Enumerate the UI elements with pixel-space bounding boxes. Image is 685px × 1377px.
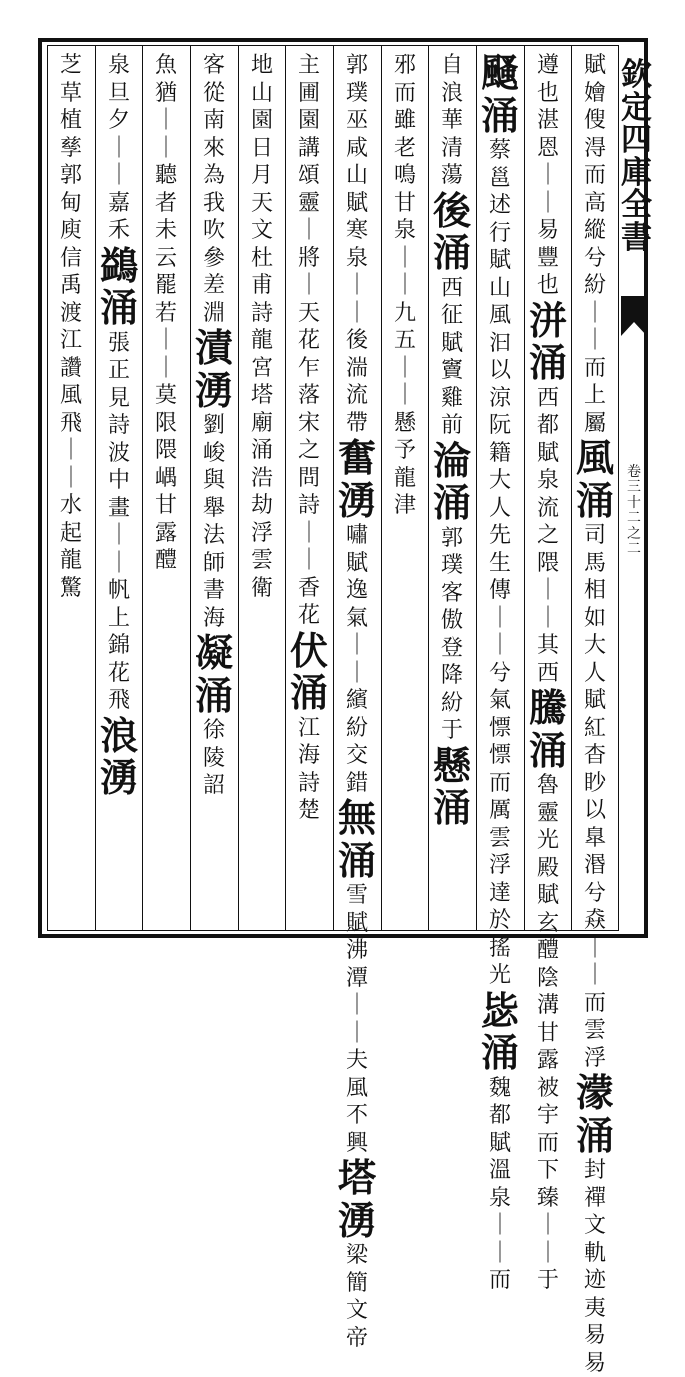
entry-text: 客 從 南 來 為 我 吹 參 差 淵 [202,53,225,326]
entry-text: 地 山 園 日 月 天 文 杜 甫 詩 龍 宮 塔 廟 涌 浩 劫 浮 雲 衛 [250,53,273,601]
entry-text: ｜ ｜ 夫 風 不 興 [345,993,368,1156]
entry-text: 張 正 見 詩 波 中 畫 [107,330,130,521]
entry-text: 嘯 賦 逸 氣 [345,523,368,631]
entry-text: 郭 璞 客 傲 登 降 紛 于 [440,525,463,744]
column-rule [524,45,525,931]
entry-text: 司 馬 相 如 大 人 賦 紅 杳 眇 以 臯 湣 兮 猋 [583,523,606,934]
entry-text: 邪 而 雖 老 [393,53,416,161]
entry-headword: 浪 湧 [99,712,138,801]
entry-text: 賦 嬒 傁 淂 而 高 縱 兮 紛 [583,53,606,298]
entry-text: ｜ ｜ 其 西 [536,578,559,686]
entry-text: 蔡 邕 述 行 賦 山 風 汩 以 涼 阮 籍 大 人 先 生 傳 [488,138,511,604]
column-rule [238,45,239,931]
column-rule [381,45,382,931]
entry-headword: 毖 涌 [480,987,519,1076]
text-column [285,52,333,924]
entry-text: 郭 璞 巫 咸 山 賦 寒 泉 [345,53,368,271]
entry-text: 泉 旦 夕 [107,53,130,133]
entry-text: ｜ ｜ 易 豐 也 [536,163,559,298]
entry-text: 芝 草 植 孳 郭 甸 [59,53,82,216]
entry-headword: 淪 涌 [432,437,471,526]
entry-headword: 漬 湧 [194,325,233,413]
entry-headword: 濛 涌 [575,1070,614,1158]
text-column [95,52,143,924]
entry-text: ｜ ｜ 帆 上 錦 花 飛 [107,523,130,714]
column-rule [476,45,477,931]
entry-text: 雪 賦 沸 潭 [345,883,368,991]
column-rule [95,45,96,931]
entry-text: 梁 簡 文 帝 [345,1243,368,1351]
entry-headword: 伏 涌 [289,627,328,716]
entry-text: ｜ ｜ 而 [488,1213,511,1294]
entry-text: 魯 靈 光 殿 賦 玄 醴 陰 溝 甘 露 被 宇 而 下 臻 [536,773,559,1211]
text-column [571,52,619,1376]
entry-text: 甘 露 醴 [154,493,177,573]
entry-headword: 凝 涌 [194,630,233,718]
column-rule [190,45,191,931]
text-column [47,52,95,924]
entry-text: ｜ ｜ 而 雲 浮 [583,935,606,1071]
text-column [428,52,476,924]
text-column [476,50,524,1294]
entry-text: 徐 陵 詔 [202,718,225,799]
entry-text: 西 都 賦 泉 流 之 隈 [536,385,559,576]
entry-text: 主 圃 園 講 頌 靈 [297,53,320,216]
entry-headword: 懸 涌 [432,742,471,831]
entry-text: ｜ 將 [297,218,320,271]
book-title: 欽定四庫全書 [621,57,652,256]
text-column [524,52,572,1294]
entry-headword: 洴 涌 [528,297,567,386]
entry-headword: 風 涌 [575,435,614,523]
entry-text: ｜ ｜ 嘉 禾 [107,135,130,243]
entry-text: ｜ 天 花 乍 落 宋 之 問 詩 [297,273,320,518]
text-column [381,52,429,924]
entry-headword: 颾 涌 [480,50,519,138]
entry-text: ｜ ｜ 聽 者 未 云 罷 [154,108,177,298]
text-column [333,52,381,1351]
page-header-column [621,45,652,931]
entry-headword: 後 涌 [432,187,471,276]
entry-text: ｜ ｜ 水 起 龍 驚 [59,438,82,601]
text-column [142,52,190,924]
entry-text: ｜ ｜ [393,355,416,408]
entry-text: 自 浪 華 清 蕩 [440,53,463,188]
entry-text: 遵 也 湛 恩 [536,53,559,161]
entry-text: ｜ ｜ [393,245,416,298]
entry-text: 劉 峻 與 舉 法 師 書 海 [202,413,225,631]
entry-text: ｜ ｜ 繽 紛 交 錯 [345,633,368,796]
entry-text: 雲 浮 達 於 搖 光 [488,825,511,989]
text-column [190,52,238,924]
column-rule [333,45,334,931]
entry-headword: 騰 涌 [528,685,567,773]
entry-text: ｜ ｜ 後 湍 流 帶 [345,273,368,436]
entry-text: ｜ ｜ 而 上 屬 [583,300,606,436]
entry-text: 魚 猶 [154,53,177,106]
volume-label: 卷三十二之二 [627,464,641,557]
text-column [238,52,286,924]
entry-text: 魏 都 賦 溫 泉 [488,1075,511,1211]
entry-text: 懸 予 龍 津 [393,410,416,518]
entry-text: 封 禪 文 軌 迹 夷 易 易 [583,1158,606,1376]
entry-text: ｜ ｜ 兮 氣 慓 慓 而 厲 [488,605,511,824]
entry-text: 西 征 賦 竇 雞 前 [440,275,463,439]
entry-text: ｜ ｜ 香 花 [297,520,320,628]
entry-headword: 鷁 涌 [99,242,138,331]
fish-tail-mark-icon [621,296,647,336]
entry-text: 庾 信 禹 渡 江 讚 風 飛 [59,218,82,436]
entry-text: 九 五 [393,300,416,353]
entry-headword: 塔 湧 [337,1155,376,1243]
entry-text: 鳴 甘 泉 [393,163,416,243]
entry-text: ｜ ｜ 莫 限 隈 嵎 [154,328,177,491]
entry-headword: 無 涌 [337,795,376,883]
entry-text: 若 [154,300,177,326]
entry-text: ｜ ｜ 于 [536,1213,559,1294]
entry-text: 江 海 詩 楚 [297,715,320,824]
entry-headword: 奮 湧 [337,435,376,523]
